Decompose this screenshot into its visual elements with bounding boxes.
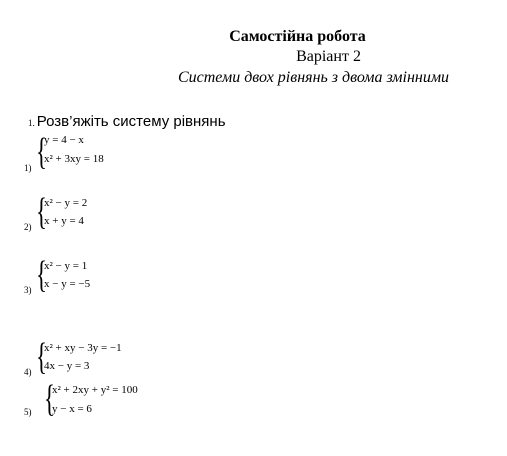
equation-2 bbox=[44, 153, 104, 165]
problem-label: 3) bbox=[24, 285, 32, 295]
problem-label: 2) bbox=[24, 222, 32, 232]
equation-1 bbox=[44, 134, 84, 146]
equation-text: x² + 3xy = 18 bbox=[44, 153, 104, 165]
equation-text: x − y = −5 bbox=[44, 278, 91, 290]
equation-text: y = 4 − x bbox=[44, 134, 84, 146]
equation-2 bbox=[44, 215, 84, 227]
problem-label: 1) bbox=[24, 163, 32, 173]
topic-subtitle: Системи двох рівнянь з двома змінними bbox=[177, 69, 450, 86]
equation-text: x² + xy − 3y = −1 bbox=[44, 342, 122, 354]
task-number: 1. bbox=[28, 118, 35, 128]
equation-2 bbox=[52, 403, 92, 415]
problem-label: 4) bbox=[24, 367, 32, 377]
equation-text: x² − y = 2 bbox=[44, 197, 88, 209]
task-text: Розв’яжіть систему рівнянь bbox=[36, 113, 226, 130]
equation-2 bbox=[44, 360, 89, 372]
worksheet-title: Самостійна робота bbox=[229, 28, 366, 45]
variant-label: Варіант 2 bbox=[296, 48, 361, 65]
equation-1 bbox=[44, 260, 87, 272]
equation-1 bbox=[44, 342, 122, 354]
system-brace-icon: { bbox=[36, 131, 47, 173]
equation-text: x² + 2xy + y² = 100 bbox=[52, 384, 138, 396]
problem-label: 5) bbox=[24, 407, 32, 417]
task-instruction bbox=[28, 113, 226, 131]
system-brace-icon: { bbox=[36, 191, 47, 233]
equation-text: x + y = 4 bbox=[44, 215, 84, 227]
system-brace-icon: { bbox=[36, 336, 47, 378]
equation-text: x² − y = 1 bbox=[44, 260, 88, 272]
equation-1 bbox=[44, 197, 87, 209]
equation-text: 4x − y = 3 bbox=[44, 360, 90, 372]
equation-1 bbox=[52, 384, 138, 396]
system-brace-icon: { bbox=[44, 378, 55, 420]
system-brace-icon: { bbox=[36, 254, 47, 296]
equation-2 bbox=[44, 278, 90, 290]
equation-text: y − x = 6 bbox=[52, 403, 92, 415]
